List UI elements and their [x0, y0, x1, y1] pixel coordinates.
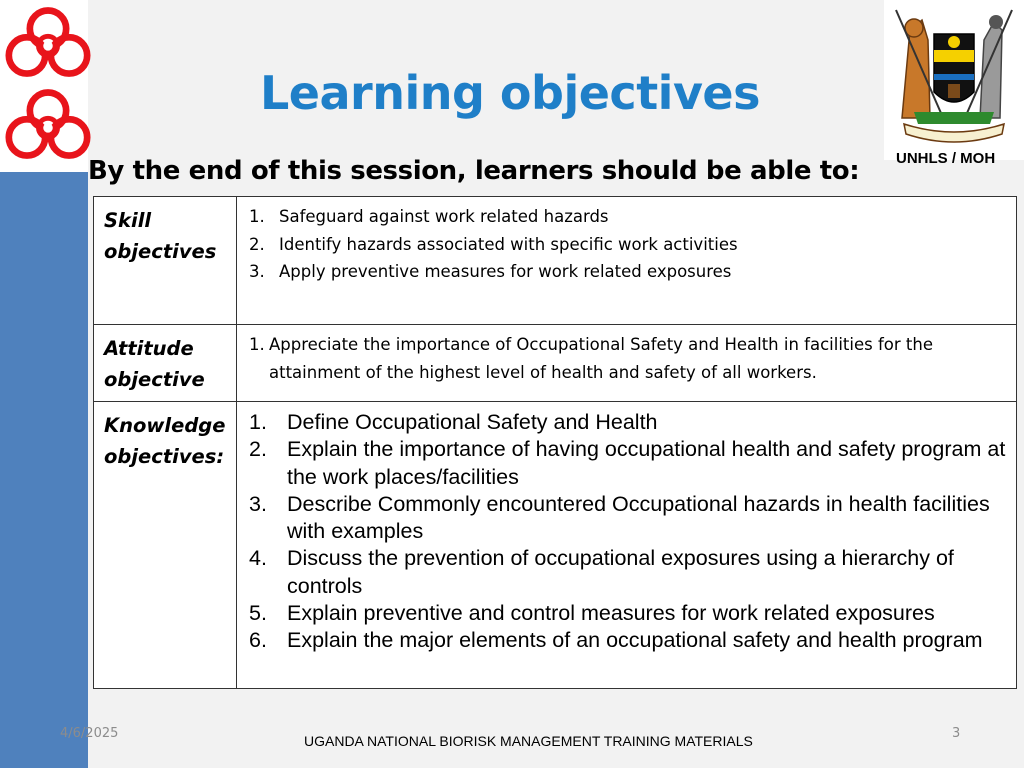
left-accent-bar	[0, 172, 88, 768]
biohazard-icon	[0, 82, 96, 168]
knowledge-heading-cell	[94, 402, 237, 689]
attitude-heading-line2: objective	[104, 368, 205, 391]
knowledge-objectives-cell	[237, 402, 1017, 689]
list-item: 2. Explain the importance of having occupational health and safety program at the work places/facilities	[249, 437, 1006, 489]
attitude-objective-cell	[237, 325, 1017, 402]
footer-text: UGANDA NATIONAL BIORISK MANAGEMENT TRAINING MATERIALS	[304, 733, 753, 749]
table-row	[94, 197, 1017, 325]
slide-subtitle: By the end of this session, learners should be able to:	[88, 156, 860, 186]
list-item: 1. Appreciate the importance of Occupational Safety and Health in facilities for the attainment of the highest level of health and safety of all workers.	[249, 335, 933, 382]
skill-objectives-cell	[237, 197, 1017, 325]
list-item: 3. Apply preventive measures for work related exposures	[249, 262, 732, 281]
list-item: 4. Discuss the prevention of occupational exposures using a hierarchy of controls	[249, 546, 954, 598]
skill-heading-cell	[94, 197, 237, 325]
list-item: 1. Define Occupational Safety and Health	[249, 410, 658, 434]
list-item: 2. Identify hazards associated with specific work activities	[249, 234, 738, 254]
knowledge-objectives-list	[249, 409, 1010, 655]
table-row	[94, 325, 1017, 402]
skill-objectives-list	[249, 203, 1010, 286]
coat-of-arms-icon	[884, 0, 1024, 160]
list-item: 6. Explain the major elements of an occupational safety and health program	[249, 628, 983, 653]
knowledge-heading: Knowledge	[104, 414, 226, 437]
list-item: 3. Describe Commonly encountered Occupational hazards in health facilities with examples	[249, 491, 990, 544]
slide-title: Learning objectives	[259, 66, 761, 120]
skill-heading-line2: objectives	[104, 240, 217, 263]
footer-date: 4/6/2025	[60, 726, 119, 741]
list-item: 1. Safeguard against work related hazards	[249, 207, 609, 226]
attitude-heading: Attitude	[104, 337, 194, 360]
crest-label: UNHLS / MOH	[896, 150, 996, 167]
attitude-objective-list	[249, 331, 1010, 386]
attitude-heading-cell	[94, 325, 237, 402]
table-row	[94, 402, 1017, 689]
biohazard-icon	[0, 0, 96, 86]
skill-heading: Skill	[104, 209, 152, 232]
page-number: 3	[952, 726, 961, 741]
knowledge-heading-line2: objectives:	[104, 445, 225, 468]
list-item: 5. Explain preventive and control measures for work related exposures	[249, 601, 935, 626]
objectives-table	[93, 196, 1017, 689]
